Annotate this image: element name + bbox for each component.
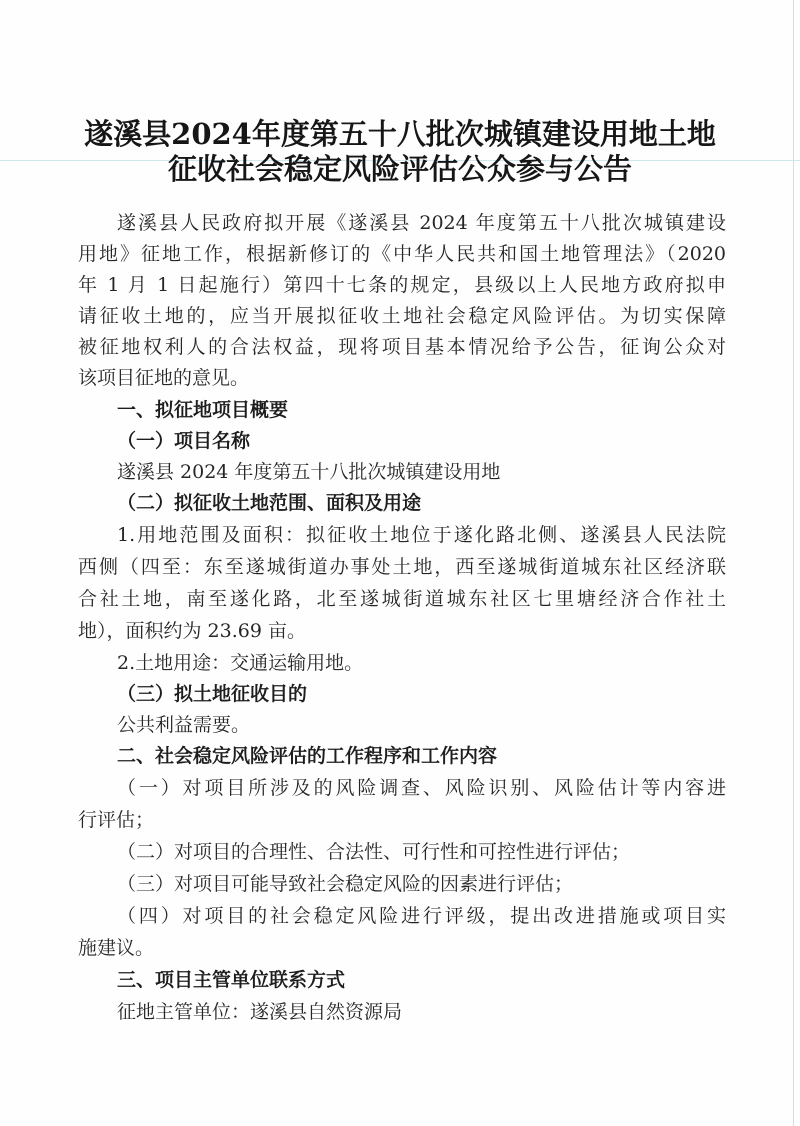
intro-line: 遂溪县人民政府拟开展《遂溪县 2024 年度第五十八批次城镇建设 (117, 212, 726, 234)
body-text: 1.用地范围及面积：拟征收土地位于遂化路北侧、遂溪县人民法院 (117, 524, 726, 546)
list-item: （四）对项目的社会稳定风险进行评级，提出改进措施或项目实 (117, 905, 726, 927)
document-title-line-2: 征收社会稳定风险评估公众参与公告 (167, 152, 632, 186)
intro-line: 被征地权利人的合法权益，现将项目基本情况给予公告，征询公众对 (78, 336, 726, 358)
body-text: 合社土地，南至遂化路，北至遂城街道城东社区七里塘经济合作社土 (78, 588, 726, 610)
section-heading: 二、社会稳定风险评估的工作程序和工作内容 (117, 745, 498, 767)
list-item: 行评估； (78, 809, 155, 831)
body-text: 2.土地用途：交通运输用地。 (117, 652, 364, 674)
subsection-heading: （一）项目名称 (117, 430, 251, 452)
section-heading: 一、拟征地项目概要 (117, 399, 289, 421)
list-item: 施建议。 (78, 937, 155, 959)
intro-line: 该项目征地的意见。 (78, 367, 250, 389)
document-title-line-1: 遂溪县2024年度第五十八批次城镇建设用地土地 (84, 117, 716, 151)
list-item: （一）对项目所涉及的风险调查、风险识别、风险估计等内容进 (117, 777, 726, 799)
list-item: （三）对项目可能导致社会稳定风险的因素进行评估； (117, 873, 574, 895)
subsection-heading: （三）拟土地征收目的 (117, 683, 308, 705)
section-heading: 三、项目主管单位联系方式 (117, 969, 346, 991)
intro-line: 用地》征地工作，根据新修订的《中华人民共和国土地管理法》（2020 (78, 243, 726, 265)
body-text: 地），面积约为 23.69 亩。 (78, 620, 306, 642)
body-text: 征地主管单位：遂溪县自然资源局 (117, 1001, 403, 1023)
list-item: （二）对项目的合理性、合法性、可行性和可控性进行评估； (117, 841, 631, 863)
intro-line: 请征收土地的，应当开展拟征收土地社会稳定风险评估。为切实保障 (78, 305, 726, 327)
subsection-heading: （二）拟征收土地范围、面积及用途 (117, 492, 422, 514)
body-text: 公共利益需要。 (117, 714, 251, 736)
intro-line: 年 1 月 1 日起施行）第四十七条的规定，县级以上人民地方政府拟申 (78, 274, 726, 296)
body-text: 西侧（四至：东至遂城街道办事处土地，西至遂城街道城东社区经济联 (78, 556, 726, 578)
body-text: 遂溪县 2024 年度第五十八批次城镇建设用地 (117, 461, 501, 483)
